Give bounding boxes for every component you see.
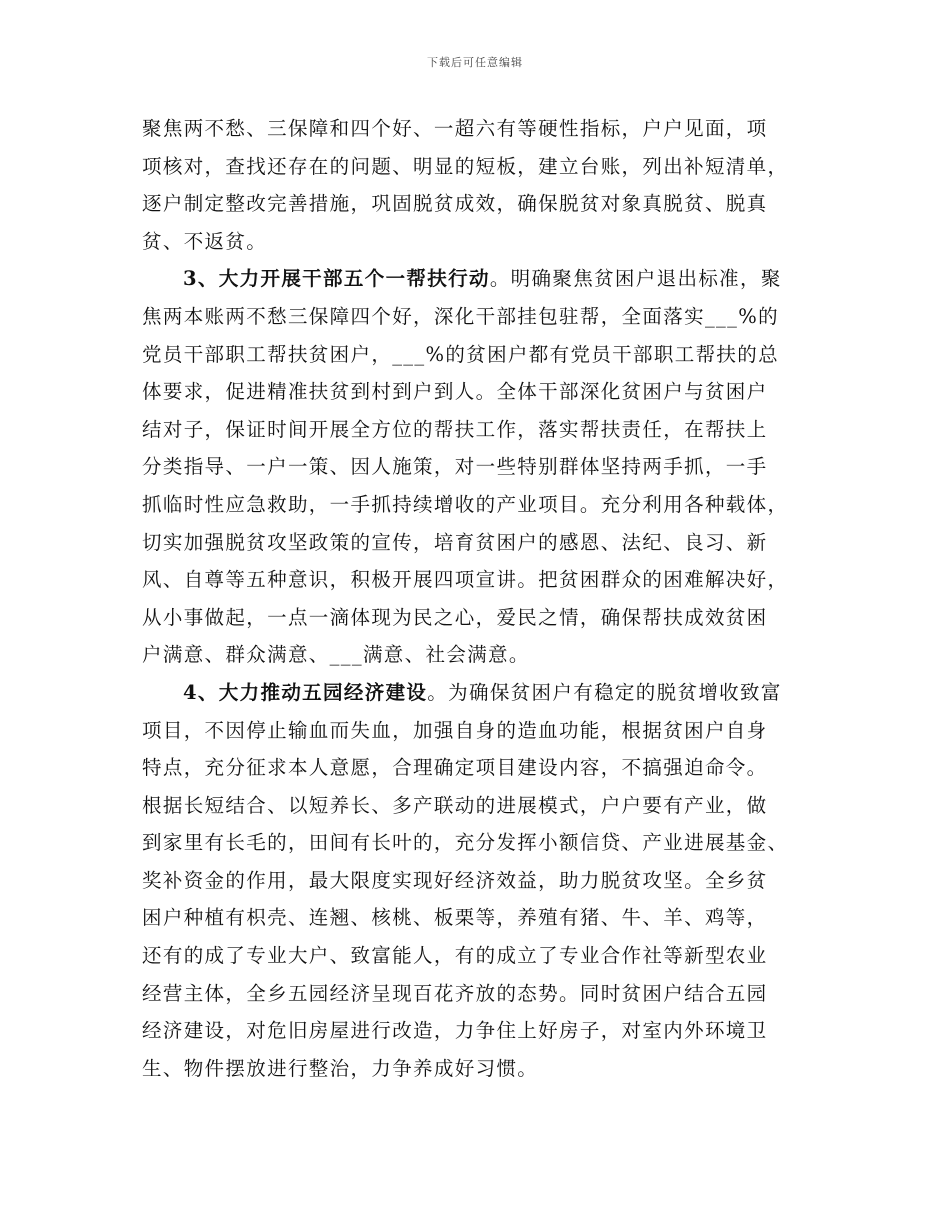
text-line: 体要求，促进精准扶贫到村到户到人。全体干部深化贫困户与贫困户 bbox=[142, 380, 768, 404]
text-span: 。为确保贫困户有稳定的脱贫增收致富 bbox=[427, 680, 782, 704]
text-line: 焦两本账两不愁三保障四个好，深化干部挂包驻帮，全面落实___%的 bbox=[142, 304, 779, 328]
text-line: 切实加强脱贫攻坚政策的宣传，培育贫困户的感恩、法纪、良习、新 bbox=[142, 530, 768, 554]
paragraph-3 bbox=[142, 674, 822, 1088]
text-line: 困户种植有枳壳、连翘、核桃、板栗等，养殖有猪、牛、羊、鸡等， bbox=[142, 906, 768, 930]
text-line: 到家里有长毛的，田间有长叶的，充分发挥小额信贷、产业进展基金、 bbox=[142, 831, 789, 855]
text-line: 党员干部职工帮扶贫困户，___%的贫困户都有党员干部职工帮扶的总 bbox=[142, 342, 779, 366]
text-line: 分类指导、一户一策、因人施策，对一些特别群体坚持两手抓，一手 bbox=[142, 455, 768, 479]
paragraph-first-line bbox=[142, 260, 822, 298]
text-span: 。明确聚焦贫困户退出标准，聚 bbox=[489, 267, 782, 291]
document-body bbox=[142, 110, 822, 1087]
text-line: 贫、不返贫。 bbox=[142, 229, 268, 253]
paragraph-first-line bbox=[142, 674, 822, 712]
paragraph-2 bbox=[142, 260, 822, 674]
text-line: 从小事做起，一点一滴体现为民之心，爱民之情，确保帮扶成效贫困 bbox=[142, 605, 768, 629]
section-heading: 4、大力推动五园经济建设 bbox=[183, 680, 428, 704]
text-line: 聚焦两不愁、三保障和四个好、一超六有等硬性指标，户户见面，项 bbox=[142, 117, 768, 140]
text-line: 项核对，查找还存在的问题、明显的短板，建立台账，列出补短清单， bbox=[142, 154, 789, 178]
text-line: 项目，不因停止输血而失血，加强自身的造血功能，根据贫困户自身 bbox=[142, 718, 768, 742]
paragraph-1 bbox=[142, 110, 822, 260]
text-line: 生、物件摆放进行整治，力争养成好习惯。 bbox=[142, 1056, 539, 1080]
text-line: 抓临时性应急救助，一手抓持续增收的产业项目。充分利用各种载体， bbox=[142, 492, 789, 516]
text-line: 经济建设，对危旧房屋进行改造，力争住上好房子，对室内外环境卫 bbox=[142, 1019, 768, 1043]
text-line: 特点，充分征求本人意愿，合理确定项目建设内容，不搞强迫命令。 bbox=[142, 756, 768, 780]
text-line: 奖补资金的作用，最大限度实现好经济效益，助力脱贫攻坚。全乡贫 bbox=[142, 868, 768, 892]
text-line: 逐户制定整改完善措施，巩固脱贫成效，确保脱贫对象真脱贫、脱真 bbox=[142, 192, 768, 216]
text-line: 结对子，保证时间开展全方位的帮扶工作，落实帮扶责任，在帮扶上 bbox=[142, 417, 768, 441]
text-line: 还有的成了专业大户、致富能人，有的成立了专业合作社等新型农业 bbox=[142, 944, 768, 968]
section-heading: 3、大力开展干部五个一帮扶行动 bbox=[183, 267, 490, 291]
text-line: 经营主体，全乡五园经济呈现百花齐放的态势。同时贫困户结合五园 bbox=[142, 981, 768, 1005]
text-line: 户满意、群众满意、___满意、社会满意。 bbox=[142, 643, 530, 667]
text-line: 根据长短结合、以短养长、多产联动的进展模式，户户要有产业，做 bbox=[142, 793, 768, 817]
text-line: 风、自尊等五种意识，积极开展四项宣讲。把贫困群众的困难解决好， bbox=[142, 568, 789, 592]
header-note: 下载后可任意编辑 bbox=[427, 56, 523, 69]
